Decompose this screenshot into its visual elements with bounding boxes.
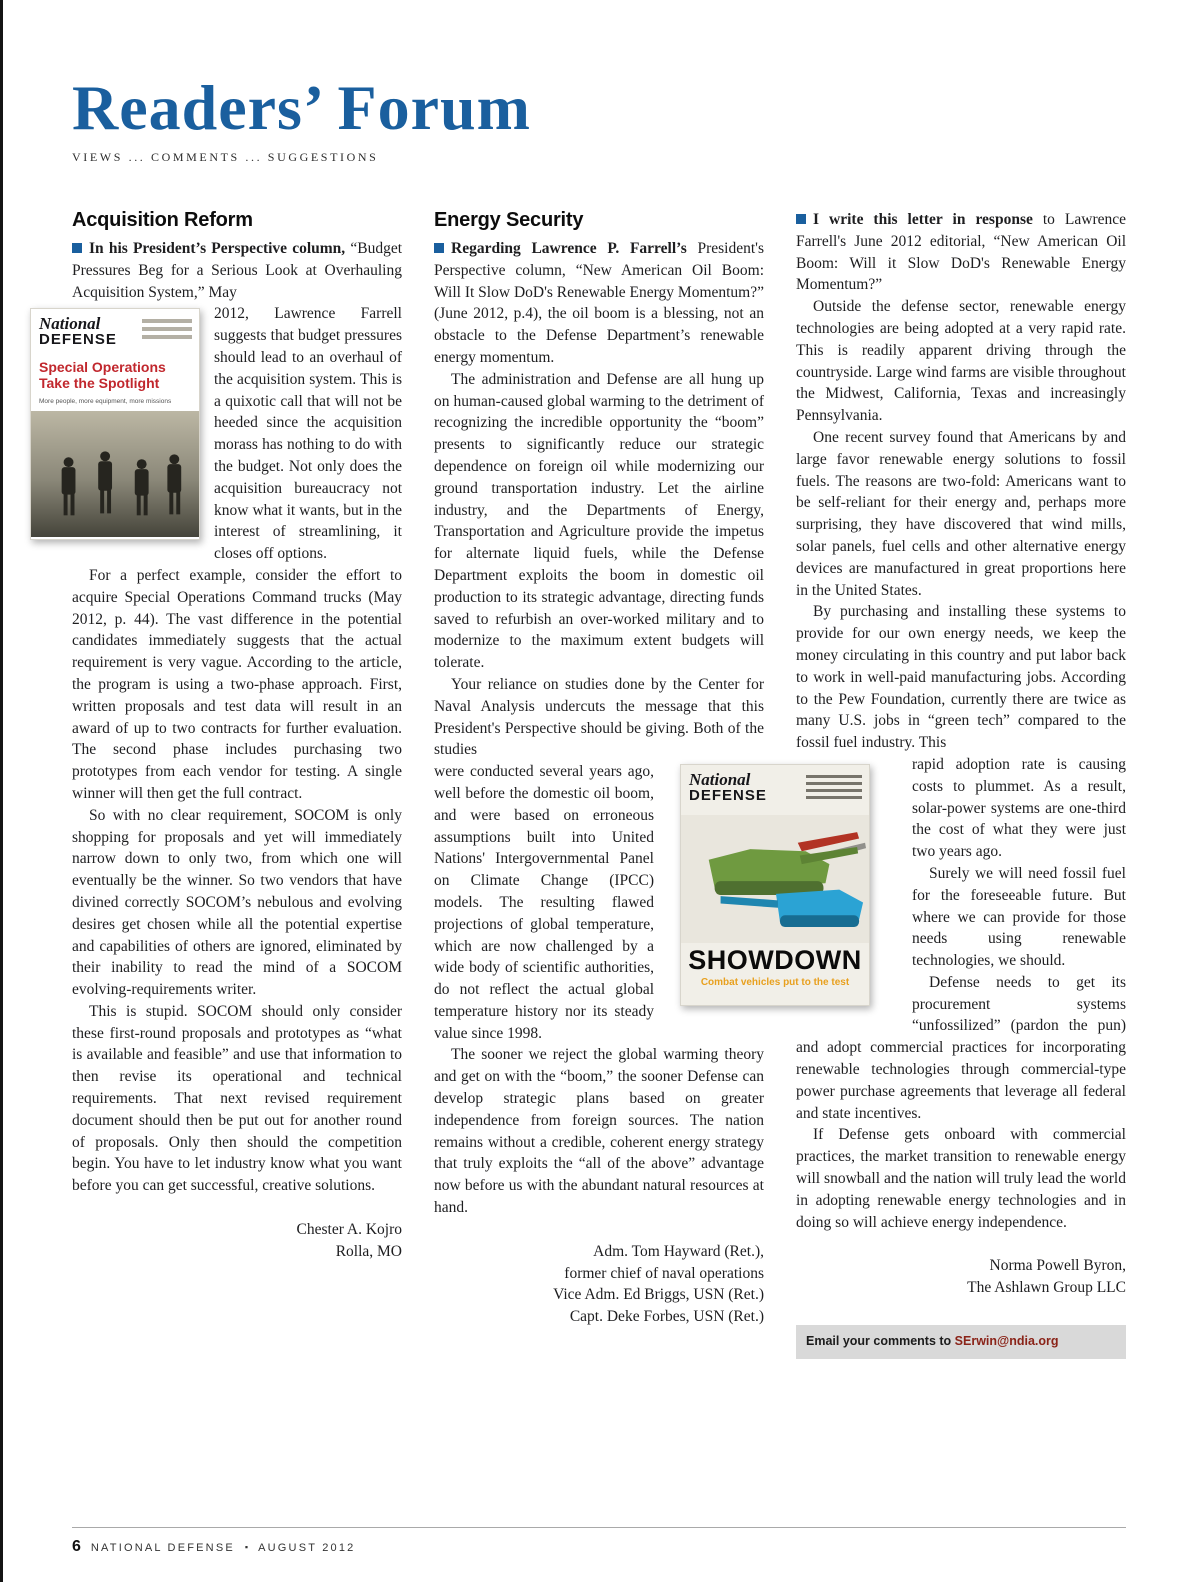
signature-title: former chief of naval operations <box>564 1264 764 1282</box>
page-subtitle: VIEWS ... COMMENTS ... SUGGESTIONS <box>72 150 379 164</box>
letter-paragraph <box>796 209 1126 296</box>
bullet-square-icon <box>72 243 82 253</box>
section-heading-energy: Energy Security <box>434 209 584 231</box>
cover-wrap-spacer <box>666 764 862 1038</box>
cover-headline: Special Operations Take the Spotlight <box>39 359 166 392</box>
letter-paragraph: So with no clear requirement, SOCOM is only shopping for proposals and yet will immediately narrow down to only two, from which one will eventually be the winner. So two vendors that have divined correctly SOCOM’s nebulous and evolving desires get chosen while all the potential expertise and capabilities of others are ignored, eliminated by their inability to read the mind of a SOCOM evolving-requirements writer. <box>72 806 402 999</box>
signature-name: Norma Powell Byron, <box>989 1257 1126 1275</box>
cover-title-showdown: SHOWDOWN <box>688 945 862 976</box>
letter-paragraph: Your reliance on studies done by the Center for Naval Analysis undercuts the message that this President's Perspective should be giving. Both of the studies <box>434 675 764 759</box>
email-link[interactable]: SErwin@ndia.org <box>954 1334 1059 1349</box>
letter-paragraph <box>72 238 402 303</box>
bullet-square-icon <box>434 243 444 253</box>
letter-text: were conducted several years ago, well before the domestic oil boom, and were based on erroneous assumptions built into United Nations' Intergovernmental Panel on Climate Change (IPCC) models. The resulting flawed projections of global temperature, which are now challenged by a wide body of scientific authorities, do not reflect the actual global temperature history nor its steady value since 1998. <box>434 763 654 1042</box>
cover-subtext: More people, more equipment, more missions <box>39 398 172 406</box>
letter-lead-in: Regarding Lawrence P. Farrell’s <box>451 240 687 257</box>
column-acquisition <box>39 209 403 1359</box>
cover-teaser-lines <box>806 771 862 813</box>
logo-national-text: National <box>39 314 101 334</box>
magazine-cover-showdown <box>680 764 870 1006</box>
logo-defense-text: DEFENSE <box>39 331 117 349</box>
page-number: 6 <box>72 1538 81 1555</box>
letter-paragraph: Outside the defense sector, renewable energy technologies are being adopted at a very rapid rate. This is readily apparent driving through the countryside. Large wind farms are visible throughout the Midwest, California, Texas and increasingly Pennsylvania. <box>796 298 1126 425</box>
signature-name: Vice Adm. Ed Briggs, USN (Ret.) <box>553 1286 764 1304</box>
logo-national-text: National <box>689 770 751 790</box>
cover-caption: Combat vehicles put to the test <box>700 977 850 989</box>
cover-photo-soldiers <box>31 411 199 537</box>
email-bar <box>796 1325 1126 1359</box>
signature-location: Rolla, MO <box>335 1242 402 1260</box>
bullet-square-icon <box>796 214 806 224</box>
signature-block <box>434 1241 764 1328</box>
footer-separator-icon: ▪ <box>244 1542 249 1552</box>
page-edge-strip <box>0 0 3 1582</box>
national-defense-logo <box>39 315 117 357</box>
letter-paragraph <box>434 238 764 369</box>
signature-block <box>72 1219 402 1263</box>
letter-paragraph: By purchasing and installing these systems to provide for our own energy needs, we keep the money circulating in this country and put labor back to work in well-paid manufacturing jobs. According to the Pew Foundation, currently there are twice as many U.S. jobs in “green tech” compared to the fossil fuel industry. This <box>796 603 1126 752</box>
column-energy <box>434 209 862 1359</box>
cover-masthead <box>681 765 869 815</box>
letter-paragraph: The sooner we reject the global warming theory and get on with the “boom,” the sooner Defense can develop strategic plans based on greater independence from foreign sources. The nation remains without a credible, coherent energy strategy that truly exploits the “all of the above” advantage now before us with the abundant natural resources at hand. <box>434 1046 764 1217</box>
letter-text: President's Perspective column, “New American Oil Boom: Will It Slow DoD's Renewable Energy Momentum?” (June 2012, p.4), the oil boom is a blessing, not an obstacle to the Defense Department’s renewable energy momentum. <box>434 240 764 366</box>
letter-text: to Lawrence Farrell's June 2012 editorial, “New American Oil Boom: Will it Slow DoD's Renewable Energy Momentum?” <box>796 211 1126 294</box>
letter-lead-in: In his President’s Perspective column, <box>89 240 346 257</box>
letter-paragraph: This is stupid. SOCOM should only consider these first-round proposals and prototypes as “what is available and feasible” and use that information to then revise its operational and technical requirements. That next revised requirement document should then be put out for another round of proposals. Only then should the competition begin. You have to let industry know what you want before you can get successful, creative solutions. <box>72 1002 402 1195</box>
page-header <box>0 0 1200 165</box>
cover-teaser-lines <box>142 315 192 357</box>
signature-name: Chester A. Kojro <box>296 1221 402 1239</box>
signature-block <box>796 1255 1126 1299</box>
letter-paragraph: Surely we will need fossil fuel for the foreseeable future. But where we can provide for those needs using renewable technologies, we should. <box>912 864 1126 970</box>
letter-paragraph <box>39 303 402 565</box>
section-heading-acquisition: Acquisition Reform <box>72 209 253 231</box>
national-defense-logo <box>689 771 767 813</box>
letter-text: “Budget Pressures Beg for a Serious Look at Overhauling Acquisition System,” May <box>72 240 403 301</box>
letters-columns <box>0 165 1200 1359</box>
letter-paragraph: One recent survey found that Americans by and large favor renewable energy solutions to fossil fuels. The reasons are two-fold: Americans want to be self-reliant for their energy and, perhaps more surprising, they have discovered that wind mills, solar panels, fuel cells and other alternative energy devices are manufactured in great proportions here in the United States. <box>796 428 1126 599</box>
page-title: Readers’ Forum <box>72 72 531 143</box>
letter-paragraph: If Defense gets onboard with commercial practices, the market transition to renewable energy will snowball and the nation will truly lead the world in adopting renewable energy technologies and in doing so will achieve energy independence. <box>796 1126 1126 1231</box>
signature-name: Capt. Deke Forbes, USN (Ret.) <box>569 1308 764 1326</box>
magazine-cover-special-ops <box>30 308 200 540</box>
letter-paragraph: Defense needs to get its procurement systems “unfossilized” (pardon the pun) and adopt commercial practices for incorporating renewable technologies through commercial-type power purchase agreements that leverage all federal and state incentives. <box>796 973 1126 1122</box>
logo-defense-text: DEFENSE <box>689 787 767 805</box>
letter-lead-in: I write this letter in response <box>813 211 1033 228</box>
footer-magazine-name: NATIONAL DEFENSE <box>90 1542 235 1554</box>
cover-art-vehicles <box>681 815 869 943</box>
footer-issue: AUGUST 2012 <box>258 1542 356 1554</box>
signature-company: The Ashlawn Group LLC <box>967 1279 1126 1297</box>
letter-paragraph: For a perfect example, consider the effort to acquire Special Operations Command trucks (May 2012, p. 44). The vast difference in the potential candidates immediately suggests that the actual requirement is very vague. According to the article, the program is using a two-phase approach. First, written proposals and test data will result in an award of up to two contracts for further evaluation. The second phase includes purchasing two prototypes from each vendor for testing. A single winner will then get the full contract. <box>72 566 402 802</box>
letter-text: 2012, Lawrence Farrell suggests that budget pressures should lead to an overhaul of the acquisition system. This is a quixotic call that will not be heeded since the acquisition morass has nothing to do with the budget. Not only does the acquisition bureaucracy not know what it wants, but in the interest of streamlining, it closes off options. <box>214 305 402 563</box>
cover-masthead <box>31 309 199 359</box>
letter-paragraph <box>434 761 862 1044</box>
letter-paragraph: The administration and Defense are all hung up on human-caused global warming to the detriment of recognizing the incredible opportunity the “boom” presents to significantly reduce our strategic dependence on foreign oil while modernizing our ground transportation industry. Let the airline industry, and the Departments of Energy, Transportation and Agriculture provide the impetus for alternate liquid fuels, while the Defense Department exploits the boom in domestic oil production to its strategic advantage, directing funds saved to refurbish an over-worked military and to modernize to the maximum extent budgets will tolerate. <box>434 370 764 672</box>
signature-name: Adm. Tom Hayward (Ret.), <box>593 1242 764 1260</box>
email-bar-label: Email your comments to <box>806 1334 955 1349</box>
page-footer <box>72 1527 1126 1556</box>
letter-text: rapid adoption rate is causing costs to plummet. As a result, solar-power systems are one-third the cost of what they were just two years ago. <box>912 755 1126 861</box>
